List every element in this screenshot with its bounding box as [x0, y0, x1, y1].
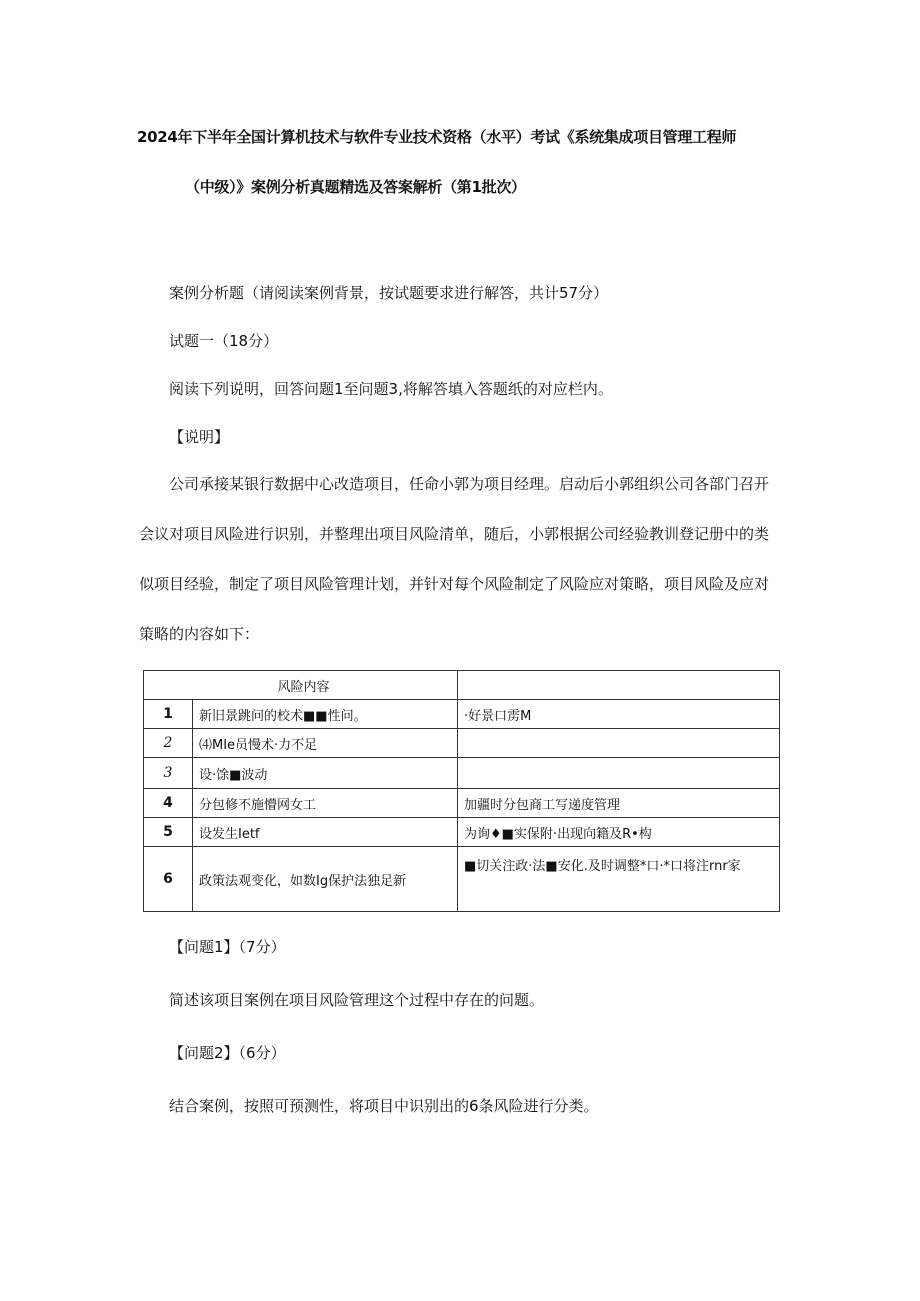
- document-title-line-2: （中级）》案例分析真题精选及答案解析（第1批次）: [185, 178, 526, 196]
- header-risk-content: 风险内容: [144, 671, 458, 700]
- risk-content: ⑷MIe员慢术·力不足: [193, 729, 458, 758]
- risk-content: 政策法观变化，如数Ig保护法独足新: [193, 847, 458, 912]
- risk-response: [458, 758, 780, 789]
- table-row: [144, 758, 780, 789]
- case-description: [139, 474, 789, 674]
- risk-number: 2: [144, 729, 193, 758]
- risk-response: 为询♦■实保附·出现向籍及R•构: [458, 818, 780, 847]
- question-1-text: 简述该项目案例在项目风险管理这个过程中存在的问题。: [169, 991, 545, 1009]
- table-row: [144, 729, 780, 758]
- risk-table-header: [144, 671, 780, 700]
- risk-number: 3: [144, 758, 193, 789]
- question-2-heading: 【问题2】（6分）: [169, 1044, 286, 1062]
- risk-content: 设发生Ietf: [193, 818, 458, 847]
- document-title-line-1: 2024年下半年全国计算机技术与软件专业技术资格（水平）考试《系统集成项目管理工程师: [137, 128, 737, 146]
- header-response: [458, 671, 780, 700]
- explain-heading: 【说明】: [169, 428, 230, 446]
- risk-content: 设·馀■波动: [193, 758, 458, 789]
- case-line: 公司承接某银行数据中心改造项目，任命小郭为项目经理。启动后小郭组织公司各部门召开: [169, 475, 770, 493]
- question-1-heading: 【问题1】（7分）: [169, 938, 286, 956]
- question-title: 试题一（18分）: [169, 332, 279, 350]
- risk-content: 分包修不施懵网女工: [193, 789, 458, 818]
- risk-table: [143, 670, 780, 912]
- risk-content: 新旧景跳问的校术■■性问。: [193, 700, 458, 729]
- table-row: [144, 818, 780, 847]
- section-intro: 案例分析题（请阅读案例背景，按试题要求进行解答，共计57分）: [169, 284, 609, 302]
- case-line: 会议对项目风险进行识别，并整理出项目风险清单，随后，小郭根据公司经验教训登记册中的类: [139, 525, 770, 543]
- risk-response: 加疆时分包商工写递度管理: [458, 789, 780, 818]
- case-line: 策略的内容如下：: [139, 625, 260, 643]
- question-2-text: 结合案例，按照可预测性，将项目中识别出的6条风险进行分类。: [169, 1097, 599, 1115]
- risk-number: 4: [144, 789, 193, 818]
- risk-response: [458, 729, 780, 758]
- table-row: [144, 700, 780, 729]
- risk-number: 5: [144, 818, 193, 847]
- table-row: [144, 847, 780, 912]
- case-line: 似项目经验，制定了项目风险管理计划，并针对每个风险制定了风险应对策略，项目风险及应对: [139, 575, 770, 593]
- risk-number: 1: [144, 700, 193, 729]
- risk-response: ■切关注政·法■安化.及时调整*口·*口将注rnr家: [458, 847, 780, 912]
- instruction-text: 阅读下列说明，回答问题1至问题3,将解答填入答题纸的对应栏内。: [169, 380, 613, 398]
- risk-number: 6: [144, 847, 193, 912]
- risk-response: ·好景口雳M: [458, 700, 780, 729]
- table-row: [144, 789, 780, 818]
